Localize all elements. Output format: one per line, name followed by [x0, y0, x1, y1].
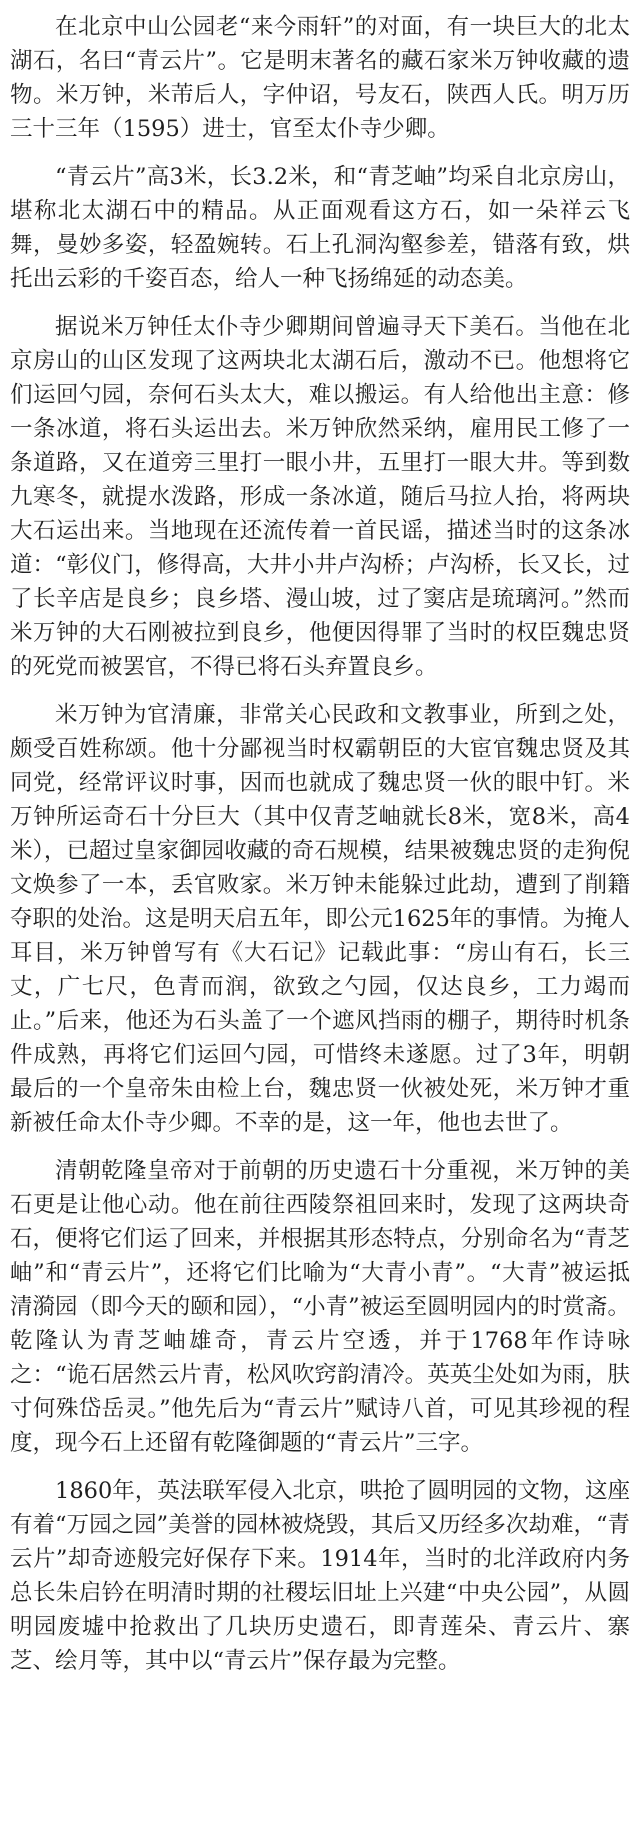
- paragraph-3: 据说米万钟任太仆寺少卿期间曾遍寻天下美石。当他在北京房山的山区发现了这两块北太湖石后，激动不已。他想将它们运回勺园，奈何石头太大，难以搬运。有人给他出主意：修一条冰道，将石头运出去。米万钟欣然采纳，雇用民工修了一条道路，又在道旁三里打一眼小井，五里打一眼大井。等到数九寒冬，就提水泼路，形成一条冰道，随后马拉人抬，将两块大石运出来。当地现在还流传着一首民谣，描述当时的这条冰道：“彰仪门，修得高，大井小井卢沟桥；卢沟桥，长又长，过了长辛店是良乡；良乡塔、漫山坡，过了窦店是琉璃河。”然而米万钟的大石刚被拉到良乡，他便因得罪了当时的权臣魏忠贤的死党而被罢官，不得已将石头弃置良乡。: [10, 314, 630, 680]
- paragraph-2: “青云片”高3米，长3.2米，和“青芝岫”均采自北京房山，堪称北太湖石中的精品。从正面观看这方石，如一朵祥云飞舞，曼妙多姿，轻盈婉转。石上孔洞沟壑参差，错落有致，烘托出云彩的千姿百态，给人一种飞扬绵延的动态美。: [10, 164, 630, 292]
- paragraph-1: 在北京中山公园老“来今雨轩”的对面，有一块巨大的北太湖石，名曰“青云片”。它是明末著名的藏石家米万钟收藏的遗物。米万钟，米芾后人，字仲诏，号友石，陕西人氏。明万历三十三年（1595）进士，官至太仆寺少卿。: [10, 14, 630, 142]
- paragraph-6: 1860年，英法联军侵入北京，哄抢了圆明园的文物，这座有着“万园之园”美誉的园林被烧毁，其后又历经多次劫难，“青云片”却奇迹般完好保存下来。1914年，当时的北洋政府内务总长朱启钤在明清时期的社稷坛旧址上兴建“中央公园”，从圆明园废墟中抢救出了几块历史遗石，即青莲朵、青云片、寨芝、绘月等，其中以“青云片”保存最为完整。: [10, 1478, 630, 1674]
- paragraph-5: 清朝乾隆皇帝对于前朝的历史遗石十分重视，米万钟的美石更是让他心动。他在前往西陵祭祖回来时，发现了这两块奇石，便将它们运了回来，并根据其形态特点，分别命名为“青芝岫”和“青云片”，还将它们比喻为“大青小青”。“大青”被运抵清漪园（即今天的颐和园），“小青”被运至圆明园内的时赏斋。乾隆认为青芝岫雄奇，青云片空透，并于1768年作诗咏之：“诡石居然云片青，松风吹窍韵清冷。英英尘处如为雨，肤寸何殊岱岳灵。”他先后为“青云片”赋诗八首，可见其珍视的程度，现今石上还留有乾隆御题的“青云片”三字。: [10, 1158, 630, 1456]
- paragraph-4: 米万钟为官清廉，非常关心民政和文教事业，所到之处，颇受百姓称颂。他十分鄙视当时权霸朝臣的大宦官魏忠贤及其同党，经常评议时事，因而也就成了魏忠贤一伙的眼中钉。米万钟所运奇石十分巨大（其中仅青芝岫就长8米，宽8米，高4米），已超过皇家御园收藏的奇石规模，结果被魏忠贤的走狗倪文焕参了一本，丢官败家。米万钟未能躲过此劫，遭到了削籍夺职的处治。这是明天启五年，即公元1625年的事情。为掩人耳目，米万钟曾写有《大石记》记载此事：“房山有石，长三丈，广七尺，色青而润，欲致之勺园，仅达良乡，工力竭而止。”后来，他还为石头盖了一个遮风挡雨的棚子，期待时机条件成熟，再将它们运回勺园，可惜终未遂愿。过了3年，明朝最后的一个皇帝朱由检上台，魏忠贤一伙被处死，米万钟才重新被任命太仆寺少卿。不幸的是，这一年，他也去世了。: [10, 702, 630, 1136]
